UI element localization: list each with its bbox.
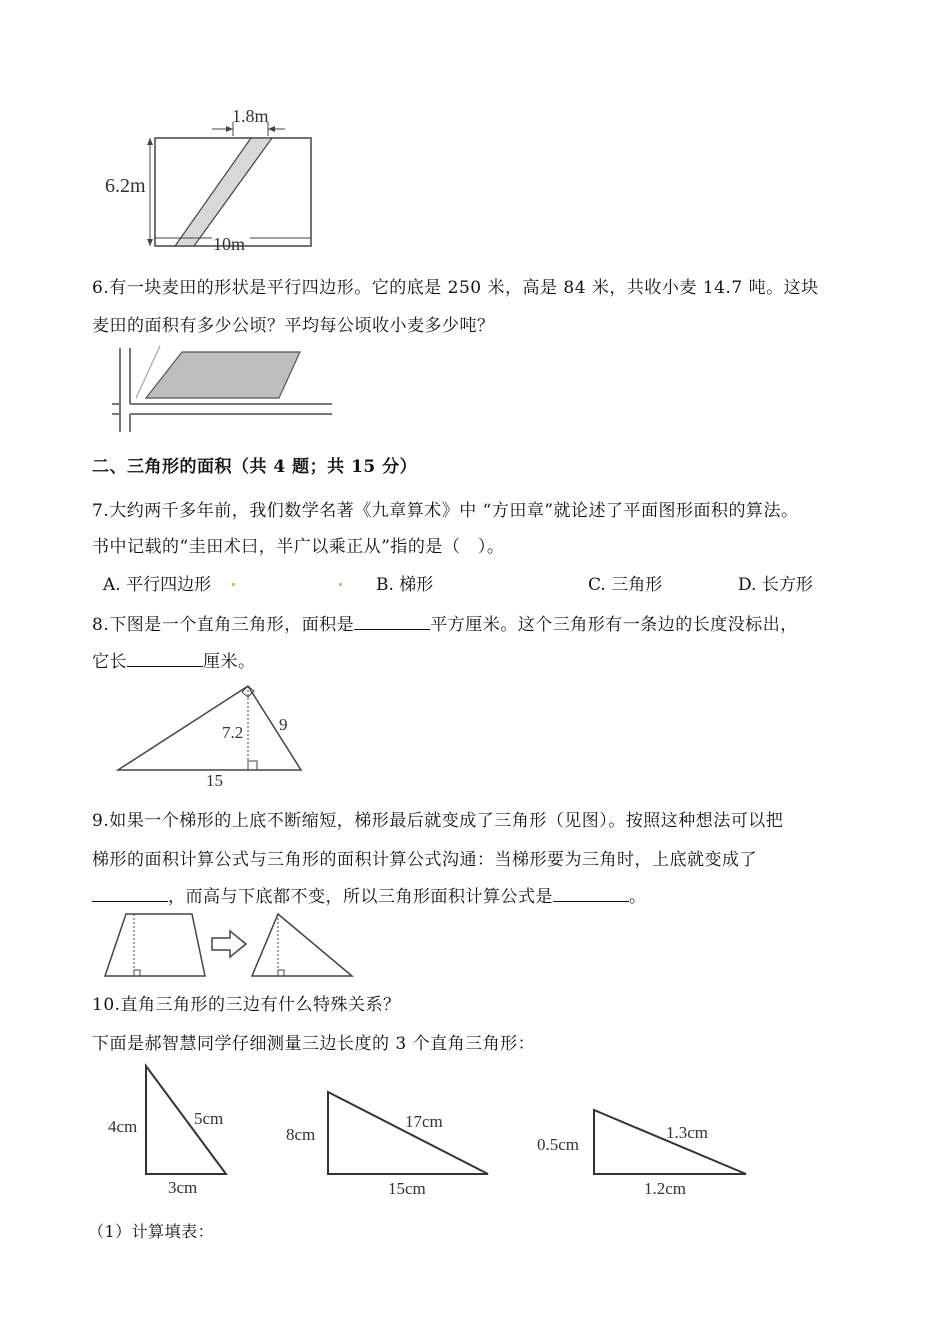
- fig3-side-label: 9: [279, 715, 288, 734]
- q9-line2: 梯形的面积计算公式与三角形的面积计算公式沟通：当梯形要为三角时，上底就变成了: [92, 850, 757, 870]
- q9-text-c: 。: [629, 887, 647, 907]
- fig1-top-label: 1.8m: [232, 106, 269, 126]
- tri3-leg-a: 0.5cm: [537, 1135, 580, 1154]
- q7-line1: 7.大约两千多年前，我们数学名著《九章算术》中 “方田章”就论述了平面图形面积的算法。: [92, 501, 799, 521]
- fig1-left-label: 6.2m: [105, 175, 146, 197]
- q8-text-d: 厘米。: [203, 652, 256, 672]
- parallelogram-field-figure: [112, 342, 342, 437]
- tri2-hyp: 17cm: [405, 1112, 443, 1131]
- q6-line1: 6.有一块麦田的形状是平行四边形。它的底是 250 米，高是 84 米，共收小麦 14.7 吨。这块: [92, 278, 819, 298]
- decorative-dot: [339, 583, 342, 586]
- q9-line1: 9.如果一个梯形的上底不断缩短，梯形最后就变成了三角形（见图）。按照这种想法可以把: [92, 811, 784, 831]
- fig3-base-label: 15: [206, 771, 223, 790]
- section-heading: 二、三角形的面积（共 4 题；共 15 分）: [92, 457, 418, 477]
- trapezoid-to-triangle-figure: [100, 908, 360, 980]
- q7-option-c[interactable]: C. 三角形: [588, 575, 663, 595]
- three-triangles-figure: [100, 1062, 760, 1202]
- q9-text-b: ，而高与下底都不变，所以三角形面积计算公式是: [168, 887, 553, 907]
- q8-line2: [92, 647, 256, 672]
- q8-text-a: 8.下图是一个直角三角形，面积是: [92, 615, 355, 635]
- right-triangle-figure: [112, 682, 312, 792]
- tri3-leg-b: 1.2cm: [644, 1179, 687, 1198]
- q10-line1: 10.直角三角形的三边有什么特殊关系？: [92, 995, 401, 1015]
- fig3-height-label: 7.2: [222, 723, 244, 742]
- arrow-right-icon: [212, 931, 246, 957]
- q8-line1: [92, 610, 798, 635]
- q7-line2: 书中记载的“圭田术曰，半广以乘正从”指的是（ ）。: [92, 537, 505, 557]
- decorative-dot: [232, 583, 235, 586]
- tri2-leg-a: 8cm: [286, 1125, 316, 1144]
- tri1-leg-a: 4cm: [108, 1117, 138, 1136]
- q9-answer-blank-1[interactable]: [92, 887, 168, 902]
- q10-sub1: （1）计算填表：: [88, 1222, 215, 1241]
- q7-option-a[interactable]: A. 平行四边形: [103, 575, 212, 595]
- q9-answer-blank-2[interactable]: [553, 887, 629, 902]
- q7-option-b[interactable]: B. 梯形: [376, 575, 434, 595]
- q8-answer-blank-2[interactable]: [127, 652, 203, 667]
- q8-answer-blank-1[interactable]: [354, 615, 430, 630]
- rectangle-strip-figure: [100, 100, 330, 255]
- tri2-leg-b: 15cm: [388, 1179, 426, 1198]
- tri1-leg-b: 3cm: [168, 1178, 198, 1197]
- tri1-hyp: 5cm: [194, 1109, 224, 1128]
- tri3-hyp: 1.3cm: [666, 1123, 709, 1142]
- q10-line2: 下面是郝智慧同学仔细测量三边长度的 3 个直角三角形：: [92, 1034, 536, 1054]
- q7-option-d[interactable]: D. 长方形: [738, 575, 813, 595]
- q9-line3: [92, 882, 647, 907]
- fig1-bottom-label: 10m: [213, 234, 246, 254]
- q8-text-b: 平方厘米。这个三角形有一条边的长度没标出，: [430, 615, 798, 635]
- q6-line2: 麦田的面积有多少公顷？平均每公顷收小麦多少吨？: [92, 316, 495, 336]
- q8-text-c: 它长: [92, 652, 127, 672]
